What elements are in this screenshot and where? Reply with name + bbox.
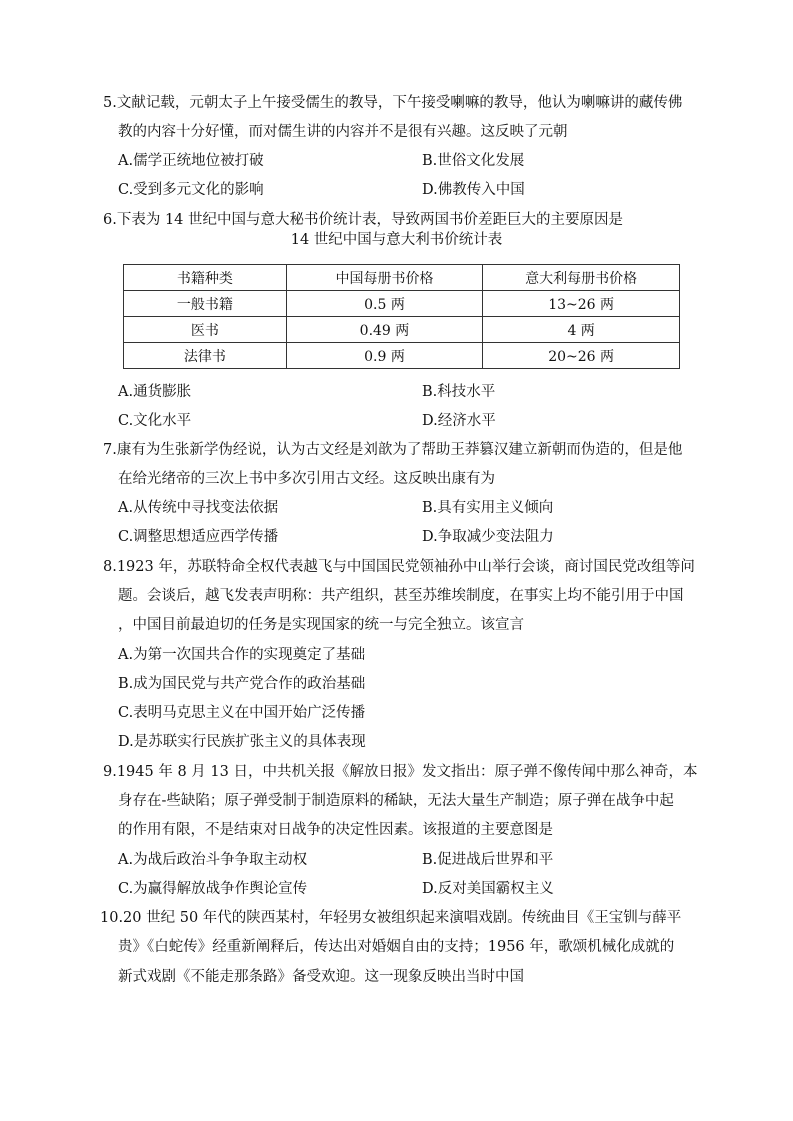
q8-stem-line-3: ，中国目前最迫切的任务是实现国家的统一与完全独立。该宣言 xyxy=(118,617,524,633)
q6-stem-line-1: 6.下表为 14 世纪中国与意大秘书价统计表，导致两国书价差距巨大的主要原因是 xyxy=(103,212,624,228)
table-cell: 13~26 两 xyxy=(483,291,680,317)
q10-stem-line-3: 新式戏剧《不能走那条路》备受欢迎。这一现象反映出当时中国 xyxy=(118,969,524,985)
table-header-cell: 书籍种类 xyxy=(124,265,287,291)
q5-option-b: B.世俗文化发展 xyxy=(422,153,525,169)
q6-option-b: B.科技水平 xyxy=(422,384,496,400)
q10-stem-line-2: 贵》《白蛇传》经重新阐释后，传达出对婚姻自由的支持；1956 年，歌颂机械化成就的 xyxy=(118,939,675,955)
table-header-row xyxy=(124,265,680,291)
table-row xyxy=(124,343,680,369)
q7-stem-line-1: 7.康有为生张新学伪经说，认为古文经是刘歆为了帮助王莽篡汉建立新朝而伪造的，但是他 xyxy=(103,442,683,458)
q6-option-a: A.通货膨胀 xyxy=(118,384,192,400)
q9-stem-line-2: 身存在-些缺陷；原子弹受制于制造原料的稀缺，无法大量生产制造；原子弹在战争中起 xyxy=(118,793,674,809)
q7-option-b: B.具有实用主义倾向 xyxy=(422,500,554,516)
q9-option-a: A.为战后政治斗争争取主动权 xyxy=(118,852,308,868)
table-cell: 0.5 两 xyxy=(286,291,483,317)
book-price-table xyxy=(123,264,680,369)
q5-stem-line-1: 5.文献记载，元朝太子上午接受儒生的教导，下午接受喇嘛的教导，他认为喇嘛讲的藏传佛 xyxy=(103,95,683,111)
table-cell: 20~26 两 xyxy=(483,343,680,369)
q5-option-d: D.佛教传入中国 xyxy=(422,182,525,198)
table-row xyxy=(124,291,680,317)
q6-option-c: C.文化水平 xyxy=(118,413,192,429)
table-header-cell: 意大利每册书价格 xyxy=(483,265,680,291)
q9-option-c: C.为赢得解放战争作舆论宣传 xyxy=(118,881,308,897)
q6-table-caption: 14 世纪中国与意大利书价统计表 xyxy=(290,232,503,248)
q6-option-d: D.经济水平 xyxy=(422,413,496,429)
q10-stem-line-1: 10.20 世纪 50 年代的陕西某村，年轻男女被组织起来演唱戏剧。传统曲目《王宝钏与薛平 xyxy=(100,910,682,926)
q5-option-a: A.儒学正统地位被打破 xyxy=(118,153,264,169)
q9-stem-line-3: 的作用有限，不是结束对日战争的决定性因素。该报道的主要意图是 xyxy=(118,822,553,838)
table-cell: 医书 xyxy=(124,317,287,343)
q7-option-d: D.争取减少变法阻力 xyxy=(422,529,554,545)
q8-option-c: C.表明马克思主义在中国开始广泛传播 xyxy=(118,705,366,721)
table-cell: 法律书 xyxy=(124,343,287,369)
q5-option-c: C.受到多元文化的影响 xyxy=(118,182,264,198)
q5-stem-line-2: 教的内容十分好懂，而对儒生讲的内容并不是很有兴趣。这反映了元朝 xyxy=(118,124,568,140)
q9-stem-line-1: 9.1945 年 8 月 13 日，中共机关报《解放日报》发文指出：原子弹不像传闻中那么神奇，本 xyxy=(103,764,698,780)
q8-option-d: D.是苏联实行民族扩张主义的具体表现 xyxy=(118,734,366,750)
table-cell: 4 两 xyxy=(483,317,680,343)
table-cell: 0.49 两 xyxy=(286,317,483,343)
table-row xyxy=(124,317,680,343)
q8-stem-line-2: 题。会谈后，越飞发表声明称：共产组织，甚至苏维埃制度，在事实上均不能引用于中国 xyxy=(118,588,684,604)
table-header-cell: 中国每册书价格 xyxy=(286,265,483,291)
q7-option-c: C.调整思想适应西学传播 xyxy=(118,529,279,545)
q7-option-a: A.从传统中寻找变法依据 xyxy=(118,500,279,516)
q8-option-b: B.成为国民党与共产党合作的政治基础 xyxy=(118,676,366,692)
q9-option-d: D.反对美国霸权主义 xyxy=(422,881,554,897)
table-cell: 一般书籍 xyxy=(124,291,287,317)
table-cell: 0.9 两 xyxy=(286,343,483,369)
q8-option-a: A.为第一次国共合作的实现奠定了基础 xyxy=(118,647,366,663)
q8-stem-line-1: 8.1923 年，苏联特命全权代表越飞与中国国民党领袖孙中山举行会谈，商讨国民党改组等问 xyxy=(103,559,695,575)
q9-option-b: B.促进战后世界和平 xyxy=(422,852,554,868)
q7-stem-line-2: 在给光绪帝的三次上书中多次引用古文经。这反映出康有为 xyxy=(118,471,495,487)
